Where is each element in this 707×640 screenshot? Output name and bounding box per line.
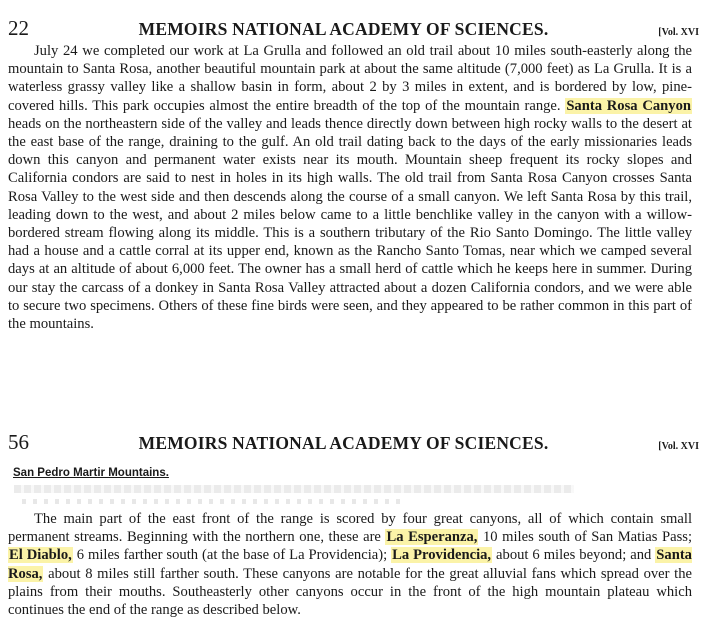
- page-header-bottom: [8, 430, 699, 455]
- section-heading: San Pedro Martir Mountains.: [13, 467, 169, 479]
- highlighted-place-name: Santa Rosa Canyon: [566, 97, 691, 114]
- text-run: heads on the northeastern side of the valley and leads thence directly down between high rocky walls to the desert at the east base of the range, draining to the gulf. An old trail dating back to the days of the early missionaries leads down this canyon and permanent water exists near its mouth. Mountain sheep frequent its rocky slopes and California condors are said to nest in holes in its high walls. The old trail from Santa Rosa Canyon crosses Santa Rosa Valley to the west side and then descends along the course of a small canyon. We left Santa Rosa by this trail, leading down to the west, and about 2 miles below came to a little benchlike valley in the canyon with a willow-bordered stream flowing along its middle. This is a southern tributary of the Rio Santo Domingo. The little valley had a house and a cattle corral at its upper end, known as the Rancho Santo Tomas, near which we camped several days at an altitude of about 6,000 feet. The owner has a small herd of cattle which he keeps here in summer. During our stay the carcass of a donkey in Santa Rosa Valley attracted about a dozen California condors, and we were able to secure two specimens. Others of these fine birds were seen, and they appeared to be rather common in this part of the mountains.: [8, 115, 692, 333]
- text-run: 10 miles south of San Matias Pass;: [478, 529, 692, 546]
- text-run: about 6 miles beyond; and: [492, 547, 656, 564]
- faded-text-line: [22, 499, 402, 504]
- page-number: 56: [8, 430, 29, 454]
- highlighted-place-name: El Diablo,: [9, 547, 72, 564]
- faded-text-line: [14, 485, 574, 493]
- highlighted-place-name: Santa Rosa,: [8, 547, 692, 582]
- page-header-top: [8, 16, 699, 41]
- paragraph-santa-rosa-valley: [8, 42, 692, 333]
- text-run: The main part of the east front of the range is scored by four great canyons, all of which contain small permanent streams. Beginning with the northern one, these are: [8, 511, 692, 546]
- highlighted-place-name: La Providencia,: [392, 547, 492, 564]
- paragraph-east-front-canyons: [8, 510, 692, 619]
- volume-label: [Vol. XVI: [658, 441, 699, 452]
- highlighted-place-name: La Esperanza,: [386, 529, 478, 546]
- text-run: about 8 miles still farther south. These canyons are notable for the great alluvial fans which spread over the plains from their mouths. Southeasterly other canyons occur in the front of the high mountain plateau which continues the end of the range as described below.: [8, 565, 692, 619]
- text-run: July 24 we completed our work at La Grulla and followed an old trail about 10 miles south-easterly along the mountain to Santa Rosa, another beautiful mountain park at about the same altitude (7,000 feet) as La Grulla. It is a waterless grassy valley like a shallow basin in form, about 2 by 3 miles in extent, and is bordered by low, pine-covered hills. This park occupies almost the entire breadth of the top of the mountain range.: [8, 43, 692, 114]
- running-title: MEMOIRS NATIONAL ACADEMY OF SCIENCES.: [138, 433, 549, 453]
- text-run: 6 miles farther south (at the base of La Providencia);: [72, 547, 392, 564]
- running-title: MEMOIRS NATIONAL ACADEMY OF SCIENCES.: [138, 19, 549, 39]
- volume-label: [Vol. XVI: [658, 27, 699, 38]
- page-number: 22: [8, 16, 29, 40]
